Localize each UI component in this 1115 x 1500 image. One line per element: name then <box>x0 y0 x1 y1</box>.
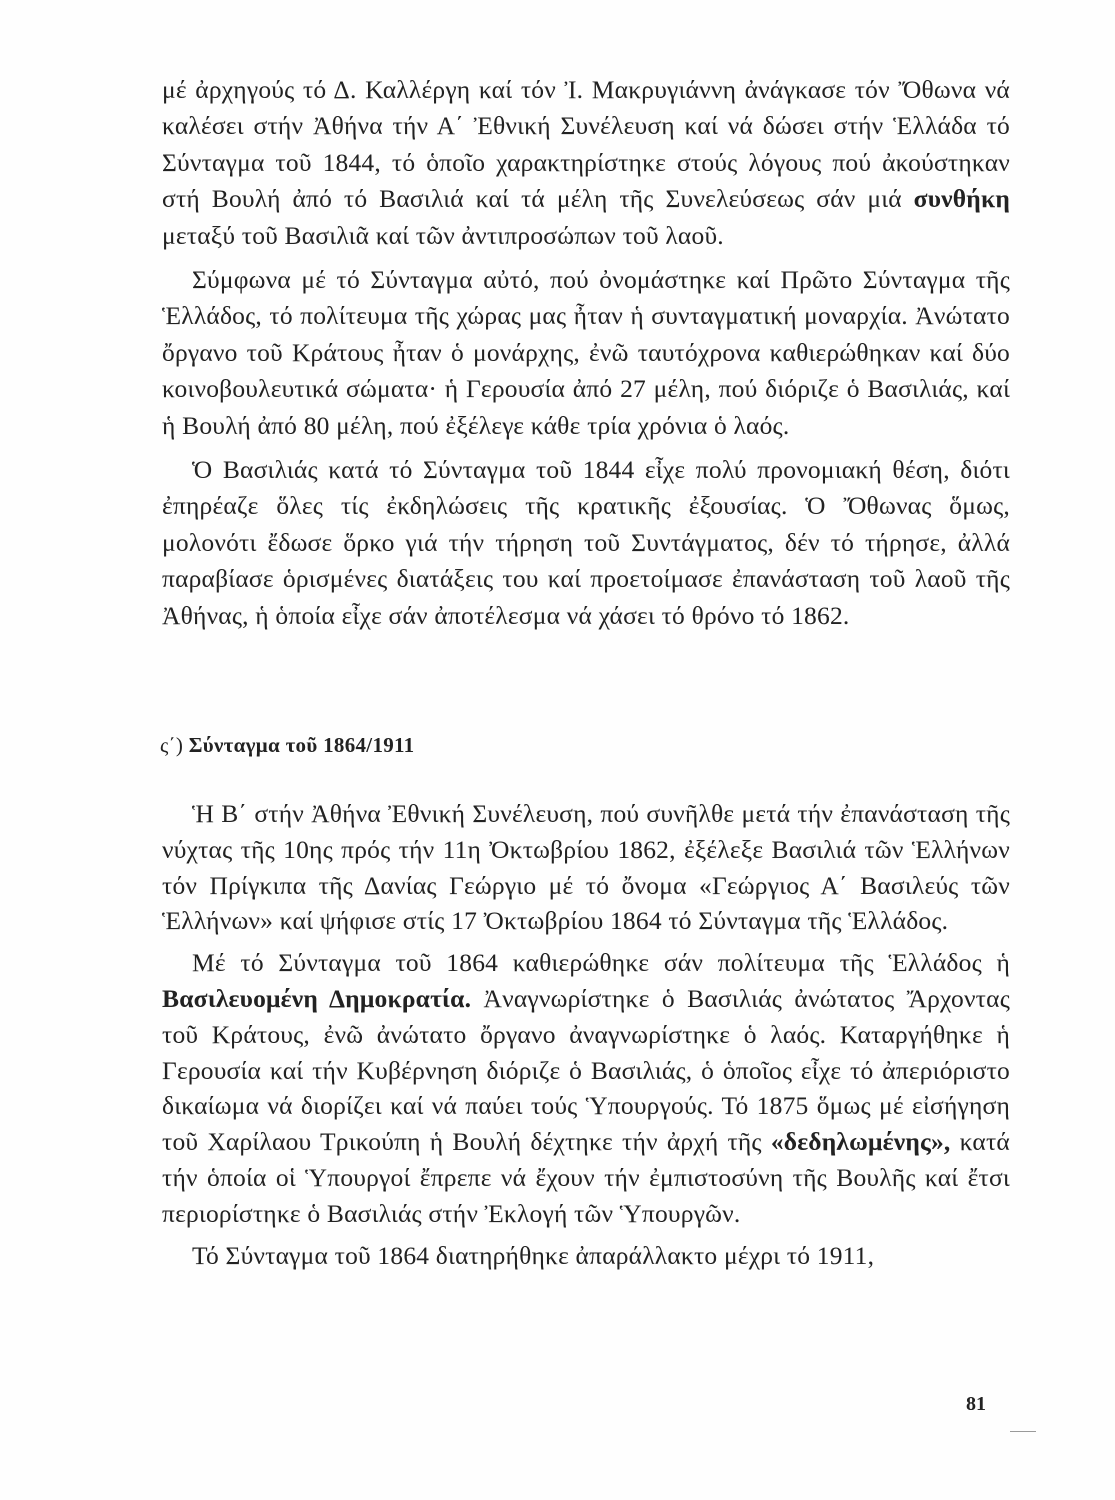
section-heading <box>160 733 414 758</box>
page-number: 81 <box>966 1393 986 1415</box>
bold-term-dedilomenis: «δεδηλωμένης», <box>770 1127 951 1157</box>
paragraph-5 <box>162 945 1010 1231</box>
text-block-2 <box>162 796 1010 1273</box>
text-block-1 <box>162 72 1010 634</box>
scan-edge-mark <box>1010 1431 1036 1432</box>
paragraph-3: Ὁ Βασιλιάς κατά τό Σύνταγμα τοῦ 1844 εἶχε πολύ προνομιακή θέση, διότι ἐπηρέαζε ὅλες τίς ἐκδηλώσεις τῆς κρατικῆς ἐξουσίας. Ὁ Ὄθωνας ὅμως, μολονότι ἔδωσε ὅρκο γιά τήν τήρηση τοῦ Συντάγματος, δέν τό τήρησε, ἀλλά παραβίασε ὁρισμένες διατάξεις του καί προετοίμασε ἐπανάσταση τοῦ λαοῦ τῆς Ἀθήνας, ἡ ὁποία εἶχε σάν ἀποτέλεσμα νά χάσει τό θρόνο τό 1862. <box>162 455 1010 630</box>
paragraph-6: Τό Σύνταγμα τοῦ 1864 διατηρήθηκε ἀπαράλλακτο μέχρι τό 1911, <box>192 1240 875 1270</box>
paragraph-2: Σύμφωνα μέ τό Σύνταγμα αὐτό, πού ὀνομάστηκε καί Πρῶτο Σύνταγμα τῆς Ἑλλάδος, τό πολίτευμα τῆς χώρας μας ἦταν ἡ συνταγματική μοναρχία. Ἀνώτατο ὄργανο τοῦ Κράτους ἦταν ὁ μονάρχης, ἐνῶ ταυτόχρονα καθιερώθηκαν καί δύο κοινοβουλευτικά σώματα· ἡ Γερουσία ἀπό 27 μέλη, πού διόριζε ὁ Βασιλιάς, καί ἡ Βουλή ἀπό 80 μέλη, πού ἐξέλεγε κάθε τρία χρόνια ὁ λαός. <box>162 265 1010 440</box>
paragraph-5-text-c: κατά τήν ὁποία οἱ Ὑπουργοί ἔπρεπε νά ἔχουν τήν ἐμπιστοσύνη τῆς Βουλῆς καί ἔτσι περιορίστηκε ὁ Βασιλιάς στήν Ἐκλογή τῶν Ὑπουργῶν. <box>162 1127 1010 1228</box>
paragraph-1-text-b: μεταξύ τοῦ Βασιλιᾶ καί τῶν ἀντιπροσώπων τοῦ λαοῦ. <box>162 220 724 250</box>
section-title: Σύνταγμα τοῦ 1864/1911 <box>188 733 415 757</box>
paragraph-5-text-b: Ἀναγνωρίστηκε ὁ Βασιλιάς ἀνώτατος Ἄρχοντας τοῦ Κράτους, ἐνῶ ἀνώτατο ὄργανο ἀναγνωρίστηκε ὁ λαός. Καταργήθηκε ἡ Γερουσία καί τήν Κυβέρνηση διόριζε ὁ Βασιλιάς, ὁ ὁποῖος εἶχε τό ἀπεριόριστο δικαίωμα νά διορίζει καί νά παύει τούς Ὑπουργούς. Τό 1875 ὅμως μέ εἰσήγηση τοῦ Χαρίλαου Τρικούπη ἡ Βουλή δέχτηκε τήν ἀρχή τῆς <box>162 983 1010 1157</box>
paragraph-1-text-a: μέ ἀρχηγούς τό Δ. Καλλέργη καί τόν Ἰ. Μακρυγιάννη ἀνάγκασε τόν Ὄθωνα νά καλέσει στήν Ἀθήνα τήν Α΄ Ἐθνική Συνέλευση καί νά δώσει στήν Ἑλλάδα τό Σύνταγμα τοῦ 1844, τό ὁποῖο χαρακτηρίστηκε στούς λόγους πού ἀκούστηκαν στή Βουλή ἀπό τό Βασιλιά καί τά μέλη τῆς Συνελεύσεως σάν μιά <box>162 75 1010 214</box>
section-number: ς΄) <box>160 733 184 757</box>
bold-term-vasilevomeni-dimokratia: Βασιλευομένη Δημοκρατία. <box>162 983 472 1013</box>
paragraph-1 <box>162 72 1010 254</box>
paragraph-5-text-a: Μέ τό Σύνταγμα τοῦ 1864 καθιερώθηκε σάν πολίτευμα τῆς Ἑλλάδος ἡ <box>192 948 1010 978</box>
bold-term-synthiki: συνθήκη <box>913 184 1010 214</box>
paragraph-4: Ἡ Β΄ στήν Ἀθήνα Ἐθνική Συνέλευση, πού συνῆλθε μετά τήν ἐπανάσταση τῆς νύχτας τῆς 10ης πρός τήν 11η Ὀκτωβρίου 1862, ἐξέλεξε Βασιλιά τῶν Ἑλλήνων τόν Πρίγκιπα τῆς Δανίας Γεώργιο μέ τό ὄνομα «Γεώργιος Α΄ Βασιλεύς τῶν Ἑλλήνων» καί ψήφισε στίς 17 Ὀκτωβρίου 1864 τό Σύνταγμα τῆς Ἑλλάδος. <box>162 799 1010 936</box>
